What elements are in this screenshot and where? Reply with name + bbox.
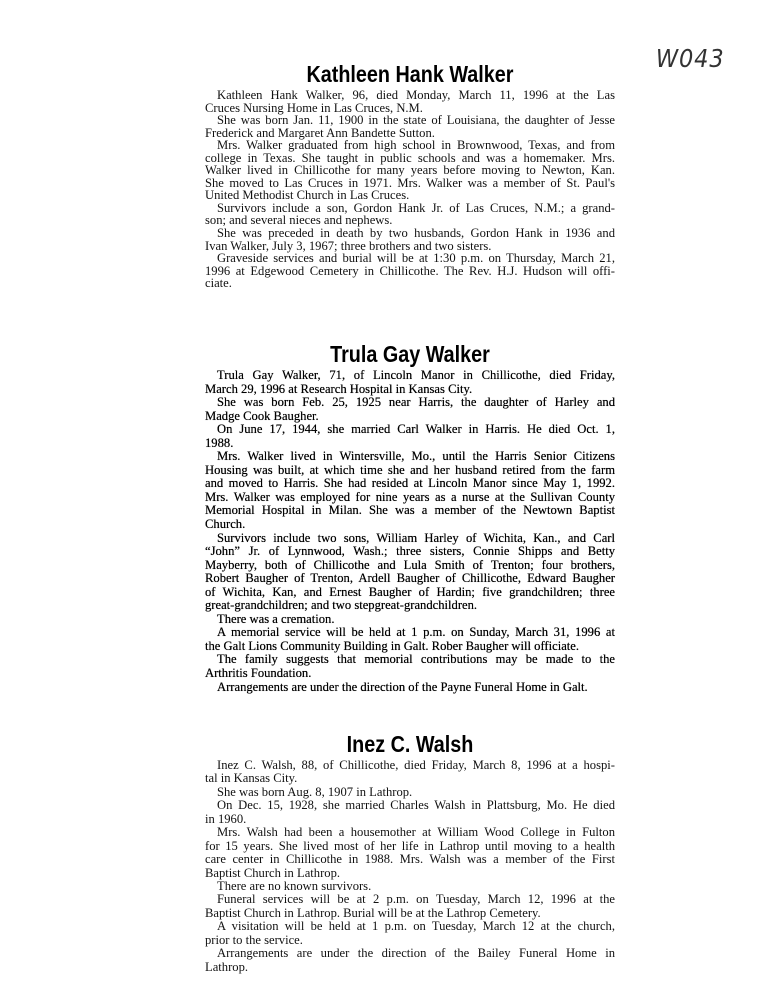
text-line: Mayberry, both of Chillicothe and Lula Smith of Trenton; four brothers, <box>205 557 615 572</box>
text-line: Lathrop. <box>205 959 249 974</box>
text-line: great-grandchildren; and two stepgreat-grandchildren. <box>205 598 478 613</box>
handwritten-page-code: W043 <box>655 44 725 73</box>
text-line: The family suggests that memorial contributions may be made to the <box>217 652 615 667</box>
text-line: She was preceded in death by two husbands, Gordon Hank in 1936 and <box>217 226 615 241</box>
text-line: Survivors include a son, Gordon Hank Jr. of Las Cruces, N.M.; a grand- <box>217 200 615 215</box>
text-line: Robert Baugher of Trenton, Ardell Baugher of Chillicothe, Edward Baugher <box>205 571 615 586</box>
text-line: Walker lived in Chillicothe for many years before moving to Newton, Kan. <box>205 163 615 178</box>
text-line: Mrs. Walker lived in Wintersville, Mo., until the Harris Senior Citizens <box>217 449 615 464</box>
obituary-kathleen-hank-walker <box>205 61 615 290</box>
text-line: Madge Cook Baugher. <box>205 408 319 423</box>
text-line: the Galt Lions Community Building in Galt. Rober Baugher will officiate. <box>205 638 580 653</box>
text-line: Arthritis Foundation. <box>205 666 312 681</box>
paragraph <box>205 369 615 396</box>
text-line: Inez C. Walsh, 88, of Chillicothe, died Friday, March 8, 1996 at a hospi- <box>217 758 615 772</box>
paragraph <box>205 920 615 947</box>
text-line: “John” Jr. of Lynnwood, Wash.; three sisters, Connie Shipps and Betty <box>205 544 615 559</box>
text-line: She was born Jan. 11, 1900 in the state of Louisiana, the daughter of Jesse <box>217 113 615 128</box>
text-line: Housing was built, at which time she and her husband retired from the farm <box>205 462 615 477</box>
text-line: Mrs. Walsh had been a housemother at William Wood College in Fulton <box>217 825 615 840</box>
obituary-inez-c-walsh <box>205 731 615 974</box>
text-line: Frederick and Margaret Ann Bandette Sutton. <box>205 125 435 140</box>
paragraph <box>205 450 615 531</box>
paragraph <box>205 759 615 786</box>
text-line: March 29, 1996 at Research Hospital in Kansas City. <box>205 381 473 396</box>
text-line: On June 17, 1944, she married Carl Walker in Harris. He died Oct. 1, <box>217 422 615 437</box>
text-line: She was born Feb. 25, 1925 near Harris, the daughter of Harley and <box>217 395 615 410</box>
text-line: There are no known survivors. <box>217 878 372 893</box>
paragraph <box>205 252 615 290</box>
text-line: Mrs. Walker was employed for nine years as a nurse at the Sullivan County <box>205 489 615 504</box>
text-line: She moved to Las Cruces in 1971. Mrs. Walker was a member of St. Paul's <box>205 175 615 190</box>
paragraph <box>205 626 615 653</box>
text-line: of Wichita, Kan, and Ernest Baugher of Hardin; five grandchildren; three <box>205 584 615 599</box>
obituary-title: Kathleen Hank Walker <box>306 61 514 87</box>
obituary-body <box>205 759 615 974</box>
paragraph <box>205 893 615 920</box>
paragraph <box>205 532 615 613</box>
paragraph <box>205 396 615 423</box>
text-line: Church. <box>205 517 246 532</box>
text-line: On Dec. 15, 1928, she married Charles Walsh in Plattsburg, Mo. He died <box>217 798 615 813</box>
text-line: United Methodist Church in Las Cruces. <box>205 188 410 203</box>
paragraph <box>205 653 615 680</box>
text-line: Baptist Church in Lathrop. <box>205 865 341 880</box>
obituary-title: Trula Gay Walker <box>330 341 490 367</box>
paragraph <box>205 202 615 227</box>
paragraph <box>205 227 615 252</box>
paragraph <box>205 826 615 880</box>
paragraph <box>205 799 615 826</box>
text-line: prior to the service. <box>205 932 303 947</box>
text-line: Cruces Nursing Home in Las Cruces, N.M. <box>205 100 423 115</box>
text-line: for 15 years. She lived most of her life in Lathrop until moving to a health <box>205 838 615 853</box>
text-line: There was a cremation. <box>217 611 335 626</box>
obituary-body <box>205 369 615 694</box>
paragraph <box>205 114 615 139</box>
paragraph <box>205 947 615 974</box>
paragraph <box>205 613 615 627</box>
obituary-title: Inez C. Walsh <box>346 731 474 757</box>
paragraph <box>205 681 615 695</box>
paragraph <box>205 139 615 202</box>
text-line: Ivan Walker, July 3, 1967; three brothers and two sisters. <box>205 238 492 253</box>
paragraph <box>205 880 615 893</box>
text-line: son; and several nieces and nephews. <box>205 213 393 228</box>
obituary-body <box>205 89 615 290</box>
text-line: in 1960. <box>205 811 247 826</box>
text-line: Memorial Hospital in Milan. She was a member of the Newtown Baptist <box>205 503 615 518</box>
text-line: Graveside services and burial will be at 1:30 p.m. on Thursday, March 21, <box>217 251 615 266</box>
text-line: She was born Aug. 8, 1907 in Lathrop. <box>217 784 413 799</box>
text-line: Survivors include two sons, William Harley of Wichita, Kan., and Carl <box>217 530 615 545</box>
text-line: care center in Chillicothe in 1988. Mrs. Walsh was a member of the First <box>205 852 615 867</box>
text-line: A visitation will be held at 1 p.m. on Tuesday, March 12 at the church, <box>217 919 615 934</box>
text-line: college in Texas. She taught in public schools and was a homemaker. Mrs. <box>205 150 615 165</box>
text-line: 1988. <box>205 435 234 450</box>
text-line: 1996 at Edgewood Cemetery in Chillicothe. The Rev. H.J. Hudson will offi- <box>205 263 615 278</box>
text-line: A memorial service will be held at 1 p.m. on Sunday, March 31, 1996 at <box>217 625 615 640</box>
text-line: ciate. <box>205 276 232 291</box>
text-line: Kathleen Hank Walker, 96, died Monday, March 11, 1996 at the Las <box>217 88 615 102</box>
text-line: Mrs. Walker graduated from high school in Brownwood, Texas, and from <box>217 138 615 153</box>
text-line: Baptist Church in Lathrop. Burial will be at the Lathrop Cemetery. <box>205 905 541 920</box>
text-line: and moved to Harris. She had resided at Lincoln Manor since May 1, 1992. <box>205 476 615 491</box>
paragraph <box>205 423 615 450</box>
text-line: Arrangements are under the direction of the Payne Funeral Home in Galt. <box>217 679 588 694</box>
text-line: Trula Gay Walker, 71, of Lincoln Manor in Chillicothe, died Friday, <box>217 368 615 382</box>
text-line: Arrangements are under the direction of the Bailey Funeral Home in <box>217 946 615 961</box>
paragraph <box>205 786 615 799</box>
obituary-trula-gay-walker <box>205 341 615 694</box>
paragraph <box>205 89 615 114</box>
text-line: Funeral services will be at 2 p.m. on Tuesday, March 12, 1996 at the <box>217 892 615 907</box>
text-line: tal in Kansas City. <box>205 771 298 786</box>
